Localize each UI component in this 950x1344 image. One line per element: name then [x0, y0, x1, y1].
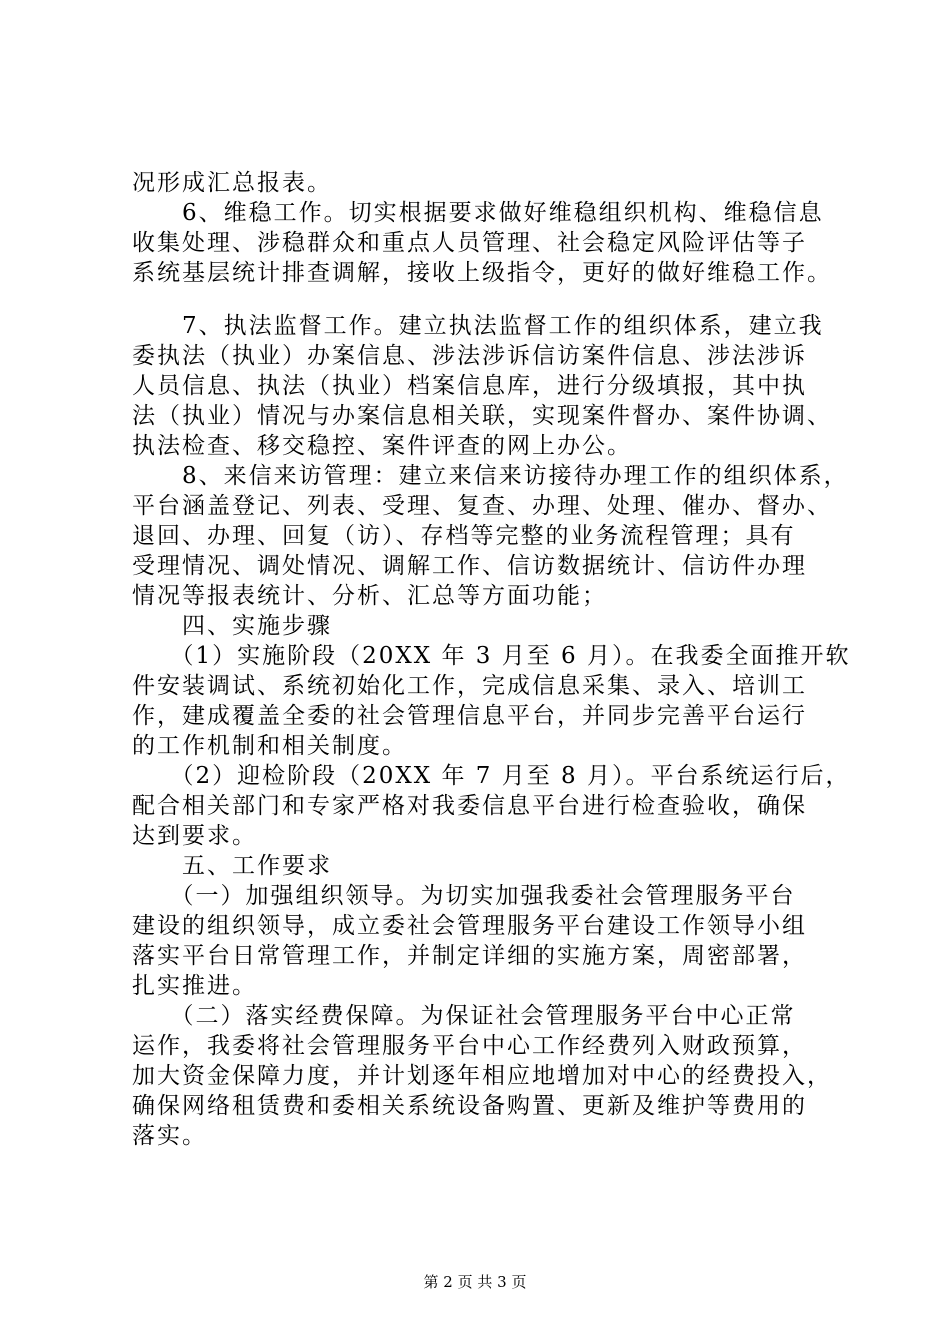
text-line: （一）加强组织领导。为切实加强我委社会管理服务平台 [132, 883, 796, 909]
text-line: 情况等报表统计、分析、汇总等方面功能； [132, 583, 607, 609]
text-line: 的工作机制和相关制度。 [132, 733, 407, 759]
text-line: 执法检查、移交稳控、案件评查的网上办公。 [132, 433, 632, 459]
section-heading: 五、工作要求 [132, 853, 332, 879]
page-footer [0, 1272, 950, 1292]
text-line: 系统基层统计排查调解，接收上级指令，更好的做好维稳工作。 [132, 260, 832, 286]
text-line: 扎实推进。 [132, 973, 257, 999]
text-line: 8、来信来访管理：建立来信来访接待办理工作的组织体系， [132, 463, 849, 489]
text-line: 退回、办理、回复（访）、存档等完整的业务流程管理；具有 [132, 523, 796, 549]
text-line: 人员信息、执法（执业）档案信息库，进行分级填报，其中执 [132, 373, 807, 399]
text-line: 配合相关部门和专家严格对我委信息平台进行检查验收，确保 [132, 793, 807, 819]
text-line: 加大资金保障力度，并计划逐年相应地增加对中心的经费投入， [132, 1063, 832, 1089]
text-line: 落实平台日常管理工作，并制定详细的实施方案，周密部署， [132, 943, 807, 969]
text-line: 况形成汇总报表。 [132, 170, 332, 196]
text-line: 落实。 [132, 1123, 207, 1149]
text-line: 委执法（执业）办案信息、涉法涉诉信访案件信息、涉法涉诉 [132, 343, 807, 369]
page-number: 第 2 页 共 3 页 [423, 1273, 527, 1291]
text-line: 作，建成覆盖全委的社会管理信息平台，并同步完善平台运行 [132, 703, 807, 729]
text-line: 7、执法监督工作。建立执法监督工作的组织体系，建立我 [132, 313, 824, 339]
text-line: 法（执业）情况与办案信息相关联，实现案件督办、案件协调、 [132, 403, 832, 429]
text-line: 6、维稳工作。切实根据要求做好维稳组织机构、维稳信息 [132, 200, 824, 226]
text-line: 受理情况、调处情况、调解工作、信访数据统计、信访件办理 [132, 553, 807, 579]
paragraph-gap [132, 288, 832, 311]
text-line: 件安装调试、系统初始化工作，完成信息采集、录入、培训工 [132, 673, 807, 699]
text-line: 达到要求。 [132, 823, 257, 849]
text-line: 确保网络租赁费和委相关系统设备购置、更新及维护等费用的 [132, 1093, 807, 1119]
text-line: 建设的组织领导，成立委社会管理服务平台建设工作领导小组 [132, 913, 807, 939]
text-line: （二）落实经费保障。为保证社会管理服务平台中心正常 [132, 1003, 796, 1029]
document-body [132, 168, 851, 1151]
section-heading: 四、实施步骤 [132, 613, 332, 639]
text-line: （2）迎检阶段（20XX 年 7 月至 8 月）。平台系统运行后， [132, 763, 851, 789]
text-line: 运作，我委将社会管理服务平台中心工作经费列入财政预算， [132, 1033, 807, 1059]
text-line: 收集处理、涉稳群众和重点人员管理、社会稳定风险评估等子 [132, 230, 807, 256]
text-line: （1）实施阶段（20XX 年 3 月至 6 月）。在我委全面推开软 [132, 643, 851, 669]
text-line: 平台涵盖登记、列表、受理、复查、办理、处理、催办、督办、 [132, 493, 832, 519]
